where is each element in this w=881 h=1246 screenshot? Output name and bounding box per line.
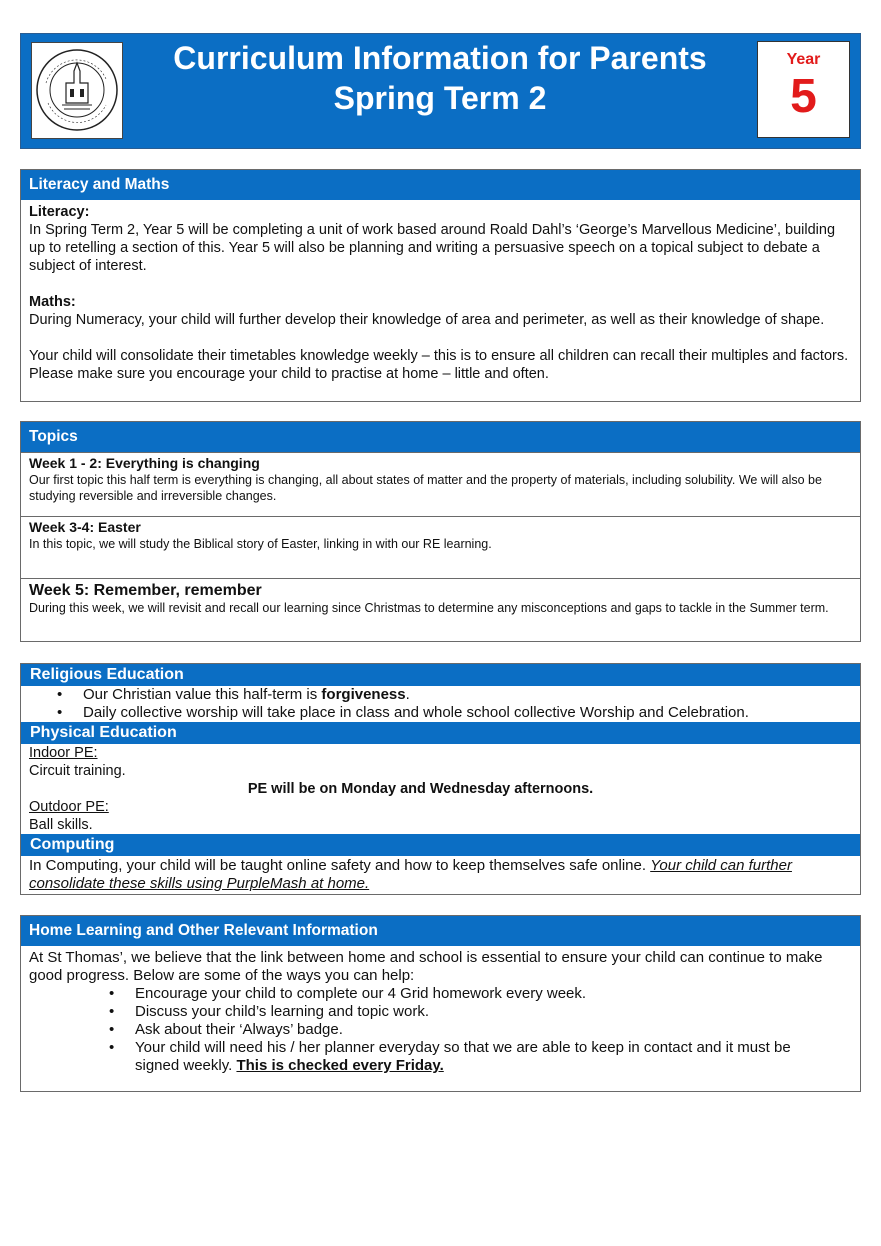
topic-title: Week 3-4: Easter (29, 519, 141, 535)
indoor-pe-text: Circuit training. (29, 763, 126, 779)
re-heading: Religious Education (21, 664, 860, 686)
computing-heading: Computing (21, 834, 860, 856)
outdoor-pe-label: Outdoor PE: (29, 799, 109, 815)
pe-heading: Physical Education (21, 722, 860, 744)
topics-section (20, 421, 861, 642)
re-list (83, 686, 860, 722)
home-list (29, 985, 852, 1075)
title-line-2: Spring Term 2 (333, 80, 547, 116)
re-pe-computing-section (20, 663, 861, 895)
maths-title: Maths: (29, 294, 76, 310)
topic-title: Week 5: Remember, remember (29, 582, 262, 599)
maths-text: During Numeracy, your child will further develop their knowledge of area and perimeter, as well as their knowledge of shape. (29, 312, 825, 328)
literacy-text: In Spring Term 2, Year 5 will be completing a unit of work based around Roald Dahl’s ‘George’s Marvellous Medicine’, building up to retelling a section of this. Year 5 will also be planning and writing a persuasive speech on a topical subject to debate a subject of interest. (29, 222, 836, 274)
outdoor-pe-text: Ball skills. (29, 817, 93, 833)
home-learning-heading: Home Learning and Other Relevant Information (21, 916, 860, 946)
re-bullet: • Our Christian value this half-term is forgiveness. (83, 686, 860, 704)
home-learning-section (20, 915, 861, 1092)
home-intro: At St Thomas’, we believe that the link between home and school is essential to ensure your child can continue to make good progress. Below are some of the ways you can help: (29, 949, 823, 984)
computing-text: In Computing, your child will be taught online safety and how to keep themselves safe online. Your child can further consolidate these skills using PurpleMash at home. (29, 857, 792, 892)
home-bullet: • Ask about their ‘Always’ badge. (135, 1021, 832, 1039)
year-box (757, 41, 850, 138)
topic-item (21, 452, 860, 516)
literacy-maths-section (20, 169, 861, 402)
purplemash-note: Your child can further consolidate these skills using PurpleMash at home. (29, 857, 792, 892)
value-forgiveness: forgiveness (321, 686, 406, 703)
topic-item (21, 578, 860, 618)
home-bullet: • Discuss your child’s learning and topic work. (135, 1003, 832, 1021)
topic-text: Our first topic this half term is everything is changing, all about states of matter and the property of materials, including solubility. We will also be studying reversible and irreversible changes. (29, 473, 822, 503)
re-bullet: • Daily collective worship will take place in class and whole school collective Worship and Celebration. (83, 704, 860, 722)
title-line-1: Curriculum Information for Parents (173, 40, 707, 76)
school-crest-icon (32, 43, 122, 138)
year-label: Year (786, 51, 821, 68)
indoor-pe-label: Indoor PE: (29, 745, 98, 761)
home-bullet: • Encourage your child to complete our 4 Grid homework every week. (135, 985, 832, 1003)
topic-text: In this topic, we will study the Biblical story of Easter, linking in with our RE learning. (29, 537, 492, 551)
home-bullet: • Your child will need his / her planner everyday so that we are able to keep in contact and it must be signed weekly. This is checked every Friday. (135, 1039, 832, 1075)
timetables-text: Your child will consolidate their timetables knowledge weekly – this is to ensure all children can recall their multiples and factors. Please make sure you encourage your child to practise at home – little and often. (29, 348, 849, 382)
literacy-title: Literacy: (29, 204, 90, 220)
page-title (130, 38, 750, 118)
topic-title: Week 1 - 2: Everything is changing (29, 455, 260, 471)
topics-heading: Topics (21, 422, 860, 452)
school-logo (31, 42, 123, 139)
pe-days: PE will be on Monday and Wednesday afternoons. (247, 781, 594, 797)
year-number: 5 (790, 70, 817, 123)
topic-text: During this week, we will revisit and recall our learning since Christmas to determine any misconceptions and gaps to tackle in the Summer term. (29, 601, 829, 615)
topic-item (21, 516, 860, 578)
planner-check-note: This is checked every Friday. (236, 1057, 444, 1074)
literacy-maths-heading: Literacy and Maths (21, 170, 860, 200)
